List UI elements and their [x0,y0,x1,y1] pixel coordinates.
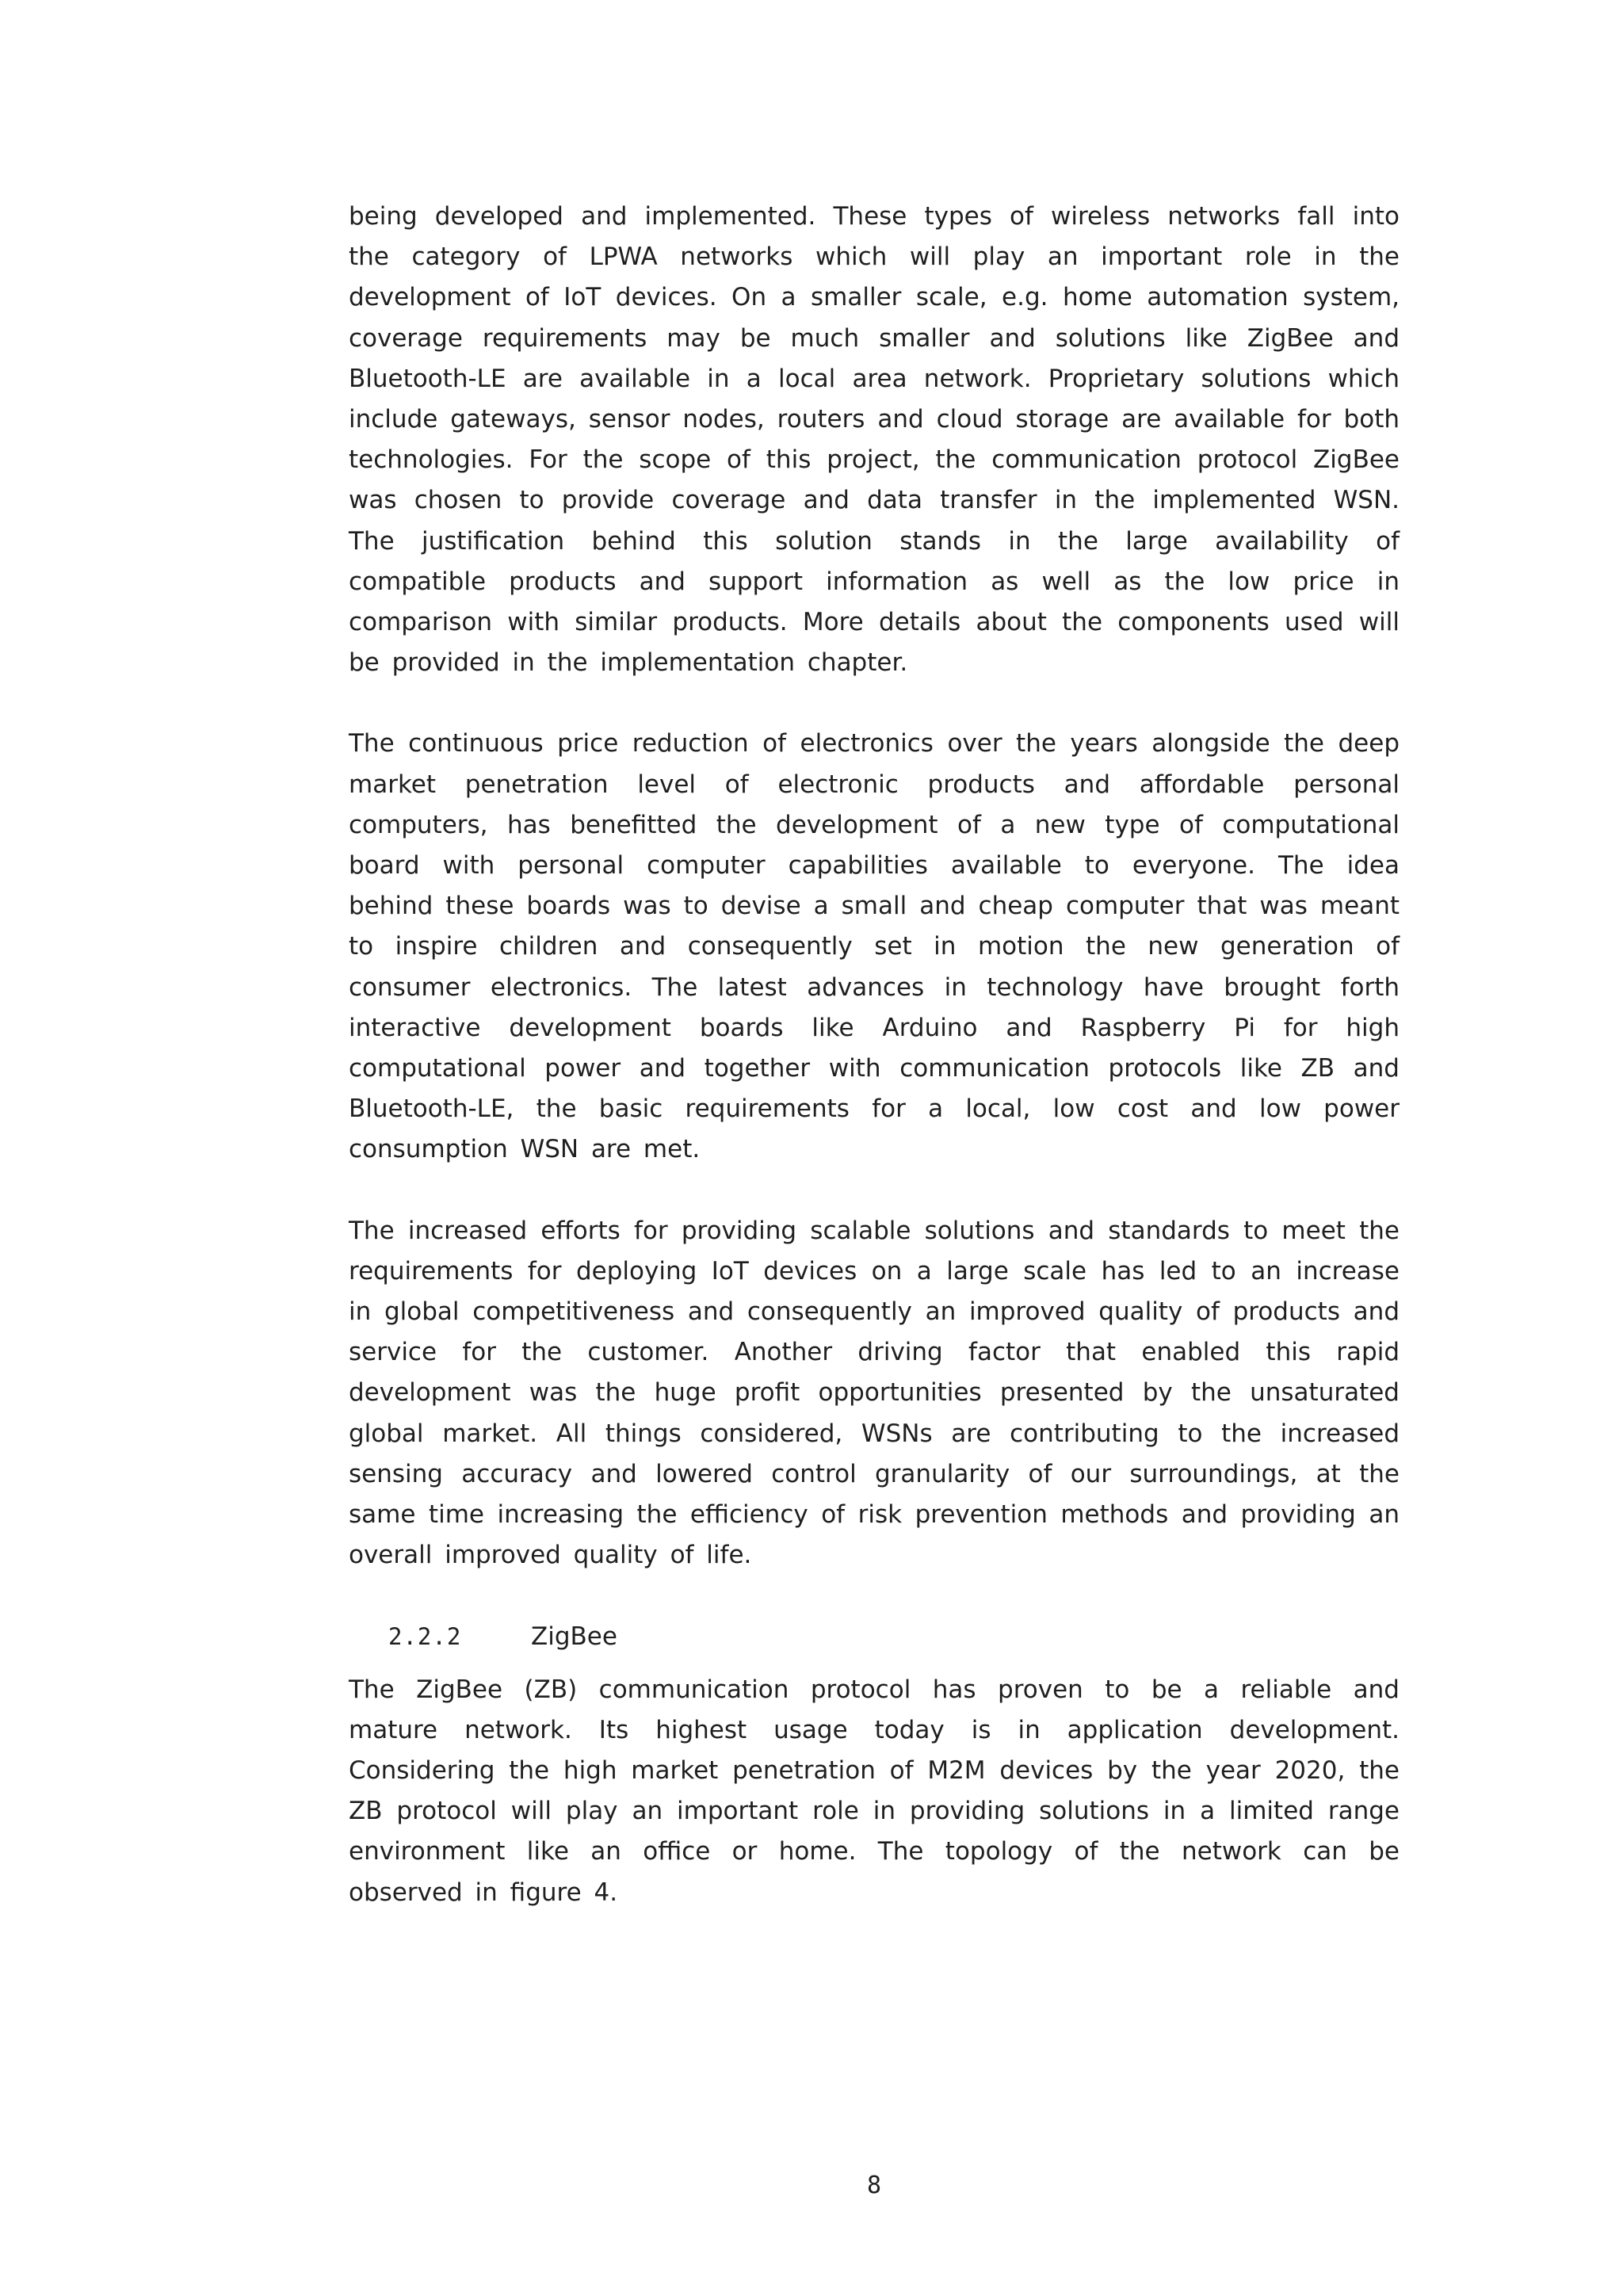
section-number: 2.2.2 [388,1622,462,1650]
body-paragraph-1: being developed and implemented. These types of wireless networks fall into the category of LPWA networks which will play an important role in the development of IoT devices. On a smaller scale, e.g. home automation system, coverage requirements may be much smaller and solutions like ZigBee and Bluetooth-LE are available in a local area network. Proprietary solutions which include gateways, sensor nodes, routers and cloud storage are available for both technologies. For the scope of this project, the communication protocol ZigBee was chosen to provide coverage and data transfer in the implemented WSN. The justification behind this solution stands in the large availability of compatible products and support information as well as the low price in comparison with similar products. More details about the components used will be provided in the implementation chapter. [349,202,1400,678]
body-paragraph-4: The ZigBee (ZB) communication protocol has proven to be a reliable and mature network. Its highest usage today is in application development. Considering the high market penetration of M2M devices by the year 2020, the ZB protocol will play an important role in providing solutions in a limited range environment like an office or home. The topology of the network can be observed in figure 4. [349,1675,1400,1907]
section-heading [349,1617,1400,1657]
body-paragraph-2: The continuous price reduction of electronics over the years alongside the deep market penetration level of electronic products and affordable personal computers, has benefitted the development of a new type of computational board with personal computer capabilities available to everyone. The idea behind these boards was to devise a small and cheap computer that was meant to inspire children and consequently set in motion the new generation of consumer electronics. The latest advances in technology have brought forth interactive development boards like Arduino and Raspberry Pi for high computational power and together with communication protocols like ZB and Bluetooth-LE, the basic requirements for a local, low cost and low power consumption WSN are met. [349,729,1400,1164]
page-number: 8 [866,2172,882,2199]
page-body [349,197,1400,1954]
body-paragraph-3: The increased efforts for providing scalable solutions and standards to meet the requirements for deploying IoT devices on a large scale has led to an increase in global competitiveness and consequently an improved quality of products and service for the customer. Another driving factor that enabled this rapid development was the huge profit opportunities presented by the unsaturated global market. All things considered, WSNs are contributing to the increased sensing accuracy and lowered control granularity of our surroundings, at the same time increasing the efficiency of risk prevention methods and providing an overall improved quality of life. [349,1216,1400,1570]
section-title: ZigBee [531,1622,617,1651]
